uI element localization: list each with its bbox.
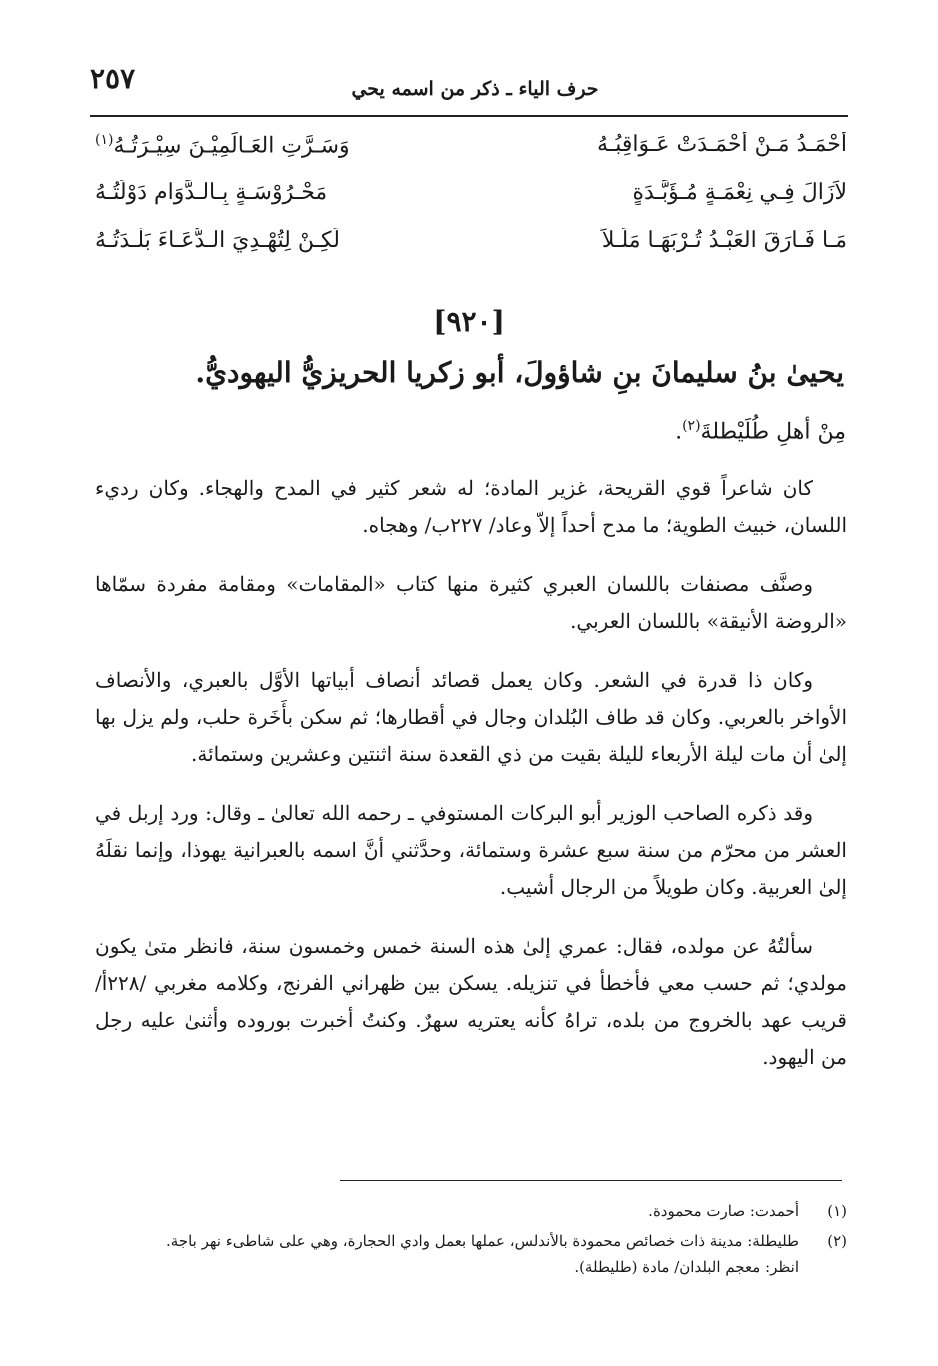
verse-second-hemistich: لَكِـنْ لِتُهْـدِيَ الـدُّعَـاءَ بَلْـدَتُـهُ [95,228,340,253]
entry-body [95,470,847,1098]
body-paragraph: وصنَّف مصنفات باللسان العبري كثيرة منها كتاب «المقامات» ومقامة مفردة سمّاها «الروضة الأنيقة» باللسان العربي. [95,572,847,633]
body-paragraph: سألتُهُ عن مولده، فقال: عمري إلىٰ هذه السنة خمس وخمسون سنة، فانظر متىٰ يكون مولدي؛ ثم حسب معي فأخطأ في تنزيله. يسكن بين ظهراني الفرنج، وكلامه مغربي /٢٢٨أ/ قريب عهد بالخروج من بلده، تراهُ كأنه يعتريه سهرٌ. وكنتُ أخبرت بوروده وأثنىٰ عليه رجل من اليهود. [95,934,847,1069]
footnote-text: طليطلة: مدينة ذات خصائص محمودة بالأندلس، عملها بعمل وادي الحجارة، وهي على شاطىء نهر باجة. [166,1232,799,1250]
footnote-rule [340,1180,842,1181]
verse-first-hemistich: أَحْمَـدُ مَـنْ أَحْمَـدَتْ عَـوَاقِبُـهُ [597,132,847,157]
footnote-reference: انظر: معجم البلدان/ مادة (طليطلة). [574,1258,799,1276]
body-paragraph: وقد ذكره الصاحب الوزير أبو البركات المستوفي ـ رحمه الله تعالىٰ ـ وقال: ورد إربل في العشر من محرّم من سنة سبع عشرة وستمائة، وحدَّثني أنَّ اسمه بالعبرانية يهوذا، وإنما نقلَهُ إلىٰ العربية. وكان طويلاً من الرجال أشيب. [95,801,847,899]
body-paragraph: وكان ذا قدرة في الشعر. وكان يعمل قصائد أنصاف أبياتها الأوَّل بالعبري، والأنصاف الأواخر بالعربي. وكان قد طاف البُلدان وجال في أقطارها؛ ثم سكن بأَخَرة حلب، ولم يزل بها إلىٰ أن مات ليلة الأربعاء لليلة بقيت من ذي القعدة سنة اثنتين وعشرين وستمائة. [95,668,847,766]
footnote [95,1228,847,1280]
footnotes [95,1198,847,1284]
verse-second-hemistich [95,132,455,158]
footnote-text: أحمدت: صارت محمودة. [648,1202,799,1220]
verse-first-hemistich: لاَزَالَ فِـي نِعْمَـةٍ مُـؤَبَّـدَةٍ [632,180,847,205]
running-head: حرف الياء ـ ذكر من اسمه يحي [351,78,599,100]
entry-number: [٩٢٠] [433,305,505,338]
entry-title: يحيىٰ بنُ سليمانَ بنِ شاؤولَ، أبو زكريا الحريزيُّ اليهوديُّ. [195,356,844,389]
verse-second-hemistich: مَحْـرُوْسَـةٍ بِـالـدَّوَامِ دَوْلَتُـهُ [95,180,328,205]
origin-text: مِنْ أهلِ طُلَيْطلةَ [700,419,846,445]
poem-verse [95,180,847,228]
footnote [95,1198,847,1224]
footnote-number: (١) [827,1202,847,1220]
footnote-number: (٢) [827,1232,847,1250]
poem-verse [95,132,847,180]
origin-end: . [675,419,683,445]
page-number: ٢٥٧ [90,62,136,95]
footnote-marker: (١) [95,132,114,148]
verse-first-hemistich: مَـا فَـارَقَ العَبْـدُ تُـرْبَهَـا مَلَـلاً [601,228,847,253]
poem [95,132,847,276]
hemistich-text: وَسَـرَّتِ العَـالَمِيْـنَ سِيْـرَتُـهُ [113,133,350,159]
entry-origin [675,418,846,444]
footnote-marker: (٢) [682,418,701,434]
header-rule [90,115,848,117]
poem-verse [95,228,847,276]
body-paragraph: كان شاعراً قوي القريحة، غزير المادة؛ له شعر كثير في المدح والهجاء. وكان رديء اللسان، خبيث الطوية؛ ما مدح أحداً إلاّ وعاد/ ٢٢٧ب/ وهجاه. [95,476,847,537]
